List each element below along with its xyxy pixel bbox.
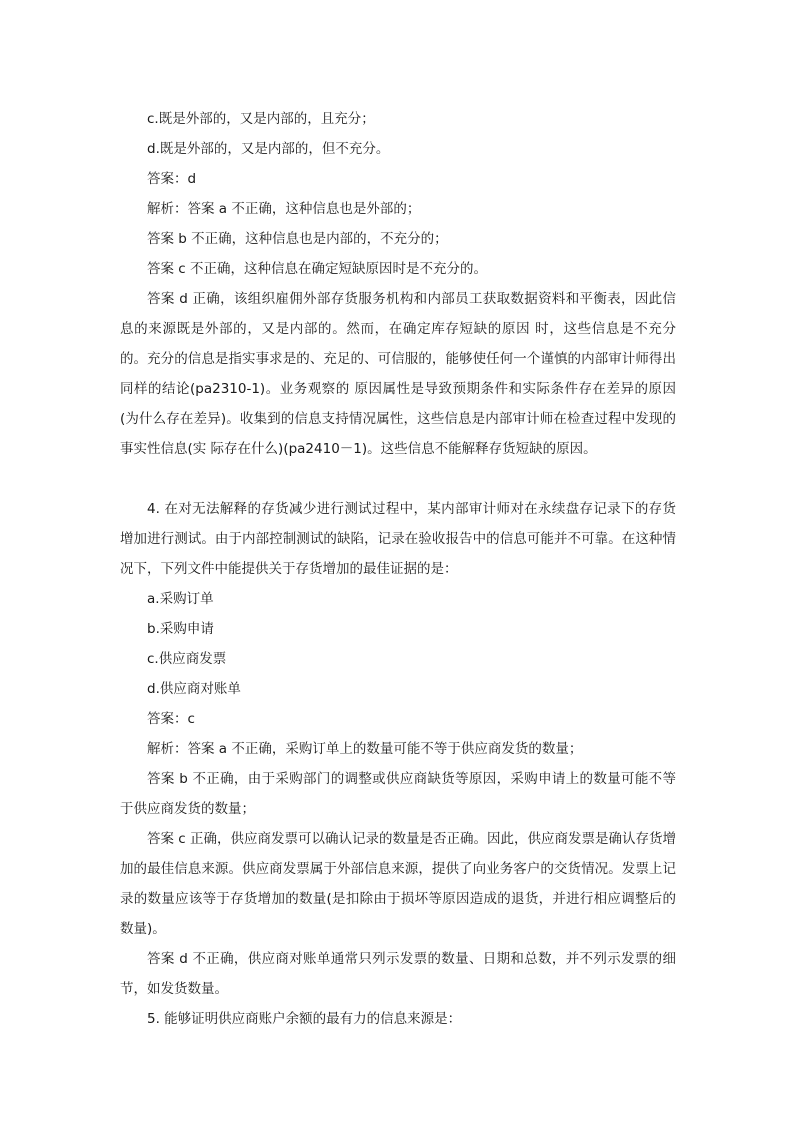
q3-analysis-c: 答案 c 不正确，这种信息在确定短缺原因时是不充分的。 [147,261,488,277]
q3-answer: 答案：d [147,171,197,187]
q4-option-a: a.采购订单 [147,591,214,607]
q4-answer: 答案：c [147,711,195,727]
q3-option-c: c.既是外部的，又是内部的，且充分； [147,111,375,127]
q3-analysis-a: 解析：答案 a 不正确，这种信息也是外部的； [147,201,421,217]
q4-analysis-d: 答案 d 不正确，供应商对账单通常只列示发票的数量、日期和总数，并不列示发票的细节，如发货数量。 [120,951,676,997]
document-content [120,104,676,1034]
q3-option-d: d.既是外部的，又是内部的，但不充分。 [147,141,390,157]
q4-option-b: b.采购申请 [147,621,214,637]
q4-question: 4. 在对无法解释的存货减少进行测试过程中，某内部审计师对在永续盘存记录下的存货增加进行测试。由于内部控制测试的缺陷，记录在验收报告中的信息可能并不可靠。在这种情况下，下列文件中能提供关于存货增加的最佳证据的是： [120,501,676,577]
q4-option-d: d.供应商对账单 [147,681,241,697]
paragraph-gap [120,464,676,494]
q3-analysis-d: 答案 d 正确，该组织雇佣外部存货服务机构和内部员工获取数据资料和平衡表，因此信息的来源既是外部的，又是内部的。然而，在确定库存短缺的原因 时，这些信息是不充分的。充分的信息是指实事求是的、充足的、可信服的，能够使任何一个谨慎的内部审计师得出同样的结论(pa2310-1)。业务观察的 原因属性是导致预期条件和实际条件存在差异的原因(为什么存在差异)。收集到的信息支持情况属性，这些信息是内部审计师在检查过程中发现的事实性信息(实 际存在什么)(pa2410－1)。这些信息不能解释存货短缺的原因。 [120,291,676,457]
q4-analysis-b: 答案 b 不正确，由于采购部门的调整或供应商缺货等原因，采购申请上的数量可能不等于供应商发货的数量； [120,771,676,817]
q5-question: 5. 能够证明供应商账户余额的最有力的信息来源是： [147,1011,462,1027]
q4-option-c: c.供应商发票 [147,651,227,667]
q4-analysis-c: 答案 c 正确，供应商发票可以确认记录的数量是否正确。因此，供应商发票是确认存货增加的最佳信息来源。供应商发票属于外部信息来源，提供了向业务客户的交货情况。发票上记录的数量应该等于存货增加的数量(是扣除由于损坏等原因造成的退货，并进行相应调整后的数量)。 [120,831,677,937]
q4-analysis-a: 解析：答案 a 不正确，采购订单上的数量可能不等于供应商发货的数量； [147,741,583,757]
q3-analysis-b: 答案 b 不正确，这种信息也是内部的，不充分的； [147,231,448,247]
